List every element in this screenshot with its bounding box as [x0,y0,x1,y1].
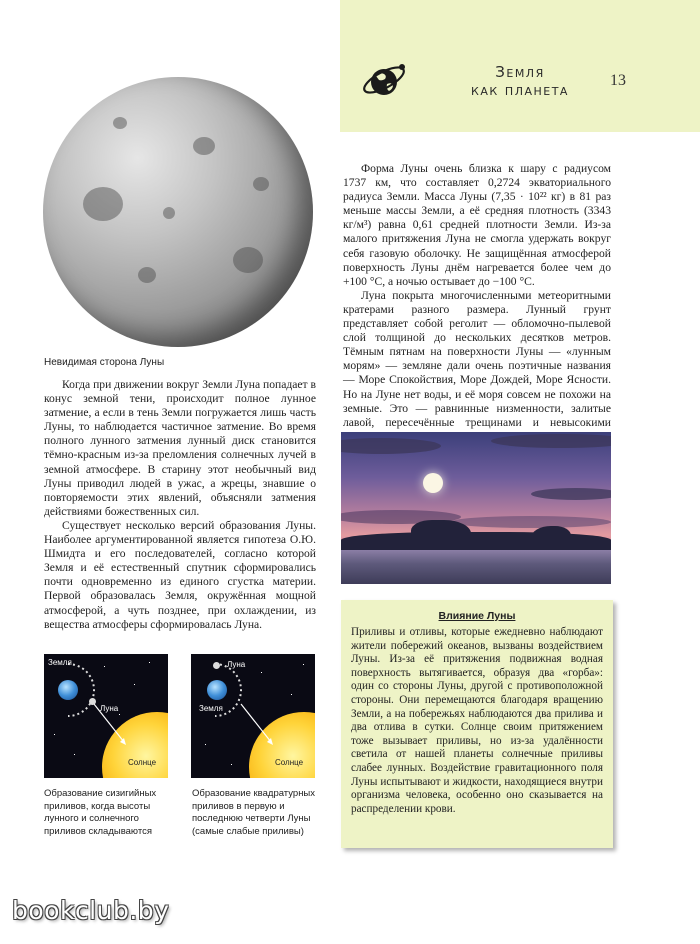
moon-caption: Невидимая сторона Луны [44,357,165,368]
section-title-line2: как планета [471,81,569,99]
paragraph: Форма Луны очень близка к шару с радиусом 1737 км, что составляет 0,2724 экваториального радиуса Земли. Масса Луны (7,35 · 10²² кг) в 81 раз меньше массы Земли, а её средняя плотность (3343 кг/м³) равна 0,61 средней плотности Земли. Из-за малого притяжения Луна не смогла удержать вокруг себя газовую оболочку. Не защищённая атмосферой поверхность Луны днём нагревается более чем до +100 °C, а ночью остывает до −100 °C. [343,162,611,288]
right-column-text [343,162,611,444]
label-earth: Земля [199,704,223,713]
moon-shape [213,662,220,669]
globe-orbit-icon [360,58,408,102]
label-moon: Луна [227,660,246,669]
paragraph: Когда при движении вокруг Земли Луна попадает в конус земной тени, происходит полное лунное затмение, а если в тень Земли погружается лишь часть Луны, то наблюдается частичное затмение. Во время полного лунного затмения лунный диск становится тёмно-красным из-за преломления солнечных лучей в земной атмосфере. В старину этот необычный вид Луны приводил людей в ужас, а жрецы, знавшие о повторяемости этих явлений, объясняли затмения действиями божественных сил. [44,378,316,518]
earth-shape [58,680,78,700]
moon-disc [423,473,443,493]
paragraph: Луна покрыта многочисленными метеоритными кратерами разного размера. Лунный грунт представляет собой реголит — обломочно-пылевой слой толщиной до нескольких десятков метров. Тёмным пятнам на поверхности Луны — «лунным морям» — земляне дали очень поэтичные названия — Море Спокойствия, Море Дождей, Море Ясности. Но на Луне нет воды, и её моря совсем не похожи на земные. Это — равнинные низменности, залитые лавой, пересечённые трещинами и невысокими [343,288,611,429]
neap-tide-diagram [191,654,315,778]
moon-over-sea-photo [341,432,611,584]
paragraph: Существует несколько версий образования Луны. Наиболее аргументированной является гипотеза О.Ю. Шмидта и его последователей, согласно которой Земля и её естественный спутник сформировались почти одновременно из единого сгустка материи. Первой образовалась Земля, окружённая мощной атмосферой, а чуть позднее, при охлаждении, из вещества атмосферы сформировалась Луна. [44,518,316,631]
moon-shape [89,698,96,705]
moon-far-side-image [43,77,313,347]
section-title [445,63,595,99]
label-earth: Земля [48,658,72,667]
earth-shape [207,680,227,700]
infobox-title: Влияние Луны [438,610,516,622]
left-column-text [44,378,316,632]
label-sun: Солнце [128,758,157,767]
watermark: bookclub.by [12,896,170,925]
spring-tide-diagram [44,654,168,778]
label-moon: Луна [100,704,119,713]
infobox-text: Приливы и отливы, которые ежедневно наблюдают жители побережий океанов, вызваны воздействием Луны. Из-за её притяжения подвижная водная поверхность вытягивается, образуя два «горба»: один со стороны Луны, другой с противоположной стороны. Они перемещаются благодаря вращению Земли, а на побережьях наблюдаются два прилива и два отлива в сутки. Солнце своим притяжением тоже вызывает приливы, но из-за удалённости светила от нашей планеты солнечные приливы слабее лунных. Воздействие гравитационного поля Луны испытывают и жидкости, находящиеся внутри организма человека, особенно оно сказывается на распределении крови. [351,626,603,815]
spring-tide-caption: Образование сизигийных приливов, когда высоты лунного и солнечного приливов складываются [44,788,157,837]
section-title-line1: Земля [495,63,545,81]
moon-influence-box [341,600,613,848]
neap-tide-caption: Образование квадратурных приливов в первую и последнюю четверти Луны (самые слабые приливы) [192,788,316,837]
label-sun: Солнце [275,758,304,767]
page-number: 13 [610,72,626,89]
